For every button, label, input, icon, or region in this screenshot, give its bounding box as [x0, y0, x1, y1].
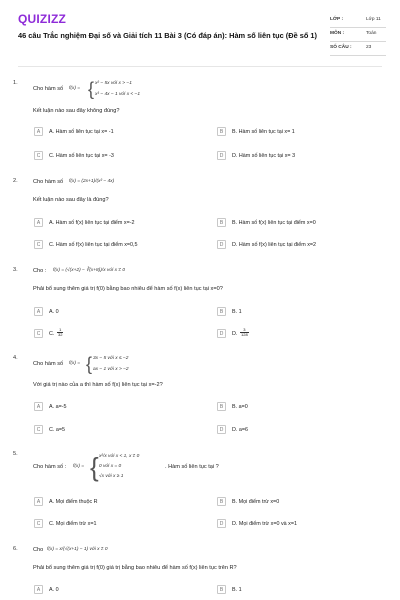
question-prompt: Kết luận nào sau đây là đúng?: [33, 197, 109, 203]
worksheet-header: [0, 0, 400, 70]
formula-case: √x với x ≥ 1: [99, 474, 124, 479]
option-letter-box: B: [217, 307, 226, 316]
option-text: C. Mọi điểm trừ x=1: [49, 520, 97, 527]
option-letter-box: A: [34, 127, 43, 136]
option-text: B. a=0: [232, 403, 248, 410]
option-letter-box: A: [34, 585, 43, 594]
option-letter-box: B: [217, 585, 226, 594]
question-number: 3.: [13, 267, 18, 273]
option-text: D. Mọi điểm trừ x=0 và x=1: [232, 520, 298, 527]
formula-fx: f(x) =: [69, 361, 81, 366]
formula-label: Cho: [33, 547, 44, 553]
option-letter-box: D: [217, 151, 226, 160]
option-text: A. a=-5: [49, 403, 67, 410]
formula-fx: f(x) =: [73, 464, 85, 469]
question-number: 5.: [13, 451, 18, 457]
option-letter-box: D: [217, 425, 226, 434]
meta-label: SỐ CÂU :: [330, 45, 352, 50]
worksheet-title: 46 câu Trắc nghiệm Đại số và Giải tích 11 Bài 3 (Có đáp án): Hàm số liên tục (Đề số 1): [18, 31, 317, 40]
meta-label: MÔN :: [330, 31, 345, 36]
option-text: A. Hàm số f(x) liên tục tại điểm x=-2: [49, 219, 135, 226]
formula-label: Cho hàm số: [33, 361, 64, 367]
header-divider: [18, 66, 382, 67]
option-text: A. 0: [49, 586, 59, 593]
formula-question: . Hàm số liên tục tại ?: [165, 464, 219, 470]
option-letter-box: B: [217, 402, 226, 411]
meta-row-class: [330, 14, 386, 28]
formula-label: Cho hàm số: [33, 179, 64, 185]
option-text: D. a=6: [232, 426, 249, 433]
question-prompt: Kết luận nào sau đây không đúng?: [33, 108, 120, 114]
option-text: C. Hàm số f(x) liên tục tại điểm x=0,5: [49, 241, 138, 248]
question-formula: [33, 267, 233, 297]
brace-glyph: {: [90, 452, 99, 482]
option-letter-box: A: [34, 307, 43, 316]
formula-fx: f(x) =: [69, 86, 81, 91]
option-text: B. Hàm số liên tục tại x= 1: [232, 128, 295, 135]
formula-case: x²/x với x < 1, x ≠ 0: [99, 454, 140, 459]
formula-label: Cho hàm số :: [33, 464, 67, 470]
meta-value: 23: [366, 45, 372, 50]
option-letter-box: B: [217, 218, 226, 227]
question-number: 4.: [13, 355, 18, 361]
option-letter-box: A: [34, 497, 43, 506]
option-letter-box: C: [34, 425, 43, 434]
option-text: B. 1: [232, 308, 242, 315]
question-formula: [33, 453, 283, 487]
formula-case: x² − 5x với x > −1: [95, 81, 132, 86]
option-letter-box: D: [217, 240, 226, 249]
question-number: 2.: [13, 178, 18, 184]
formula-fx: f(x) = (2x+1)/(x² − 4x): [69, 179, 115, 184]
meta-value: Lớp 11: [366, 17, 381, 22]
question-prompt: Phải bổ sung thêm giá trị f(0) bằng bao nhiêu để hàm số f(x) liên tục tại x=0?: [33, 286, 223, 292]
option-text: D. Hàm số liên tục tại x= 3: [232, 152, 296, 159]
fraction-numerator: 3: [240, 328, 249, 333]
option-letter-box: D: [217, 519, 226, 528]
meta-label: LỚP :: [330, 17, 344, 22]
formula-case: ax − 1 với x > −2: [93, 367, 129, 372]
option-letter-box: B: [217, 127, 226, 136]
option-letter-box: A: [34, 402, 43, 411]
fraction-denominator: 32: [58, 332, 63, 338]
formula-label: Cho hàm số: [33, 86, 64, 92]
option-text: D.: [232, 330, 238, 337]
formula-fx: f(x) = x/(√(x+1) − 1) với x ≠ 0: [47, 547, 108, 552]
quizizz-logo: QUIZIZZ: [18, 12, 67, 26]
question-formula: [33, 178, 233, 208]
question-formula: [33, 546, 233, 576]
formula-case: 3x − 5 với x ≤ −2: [93, 356, 129, 361]
question-number: 1.: [13, 80, 18, 86]
meta-value: Toán: [366, 31, 377, 36]
question-formula: [33, 355, 233, 385]
option-fraction: [240, 328, 249, 337]
option-text: D. Hàm số f(x) liên tục tại điểm x=2: [232, 241, 317, 248]
question-formula: [33, 80, 233, 110]
option-letter-box: C: [34, 240, 43, 249]
formula-fx: f(x) = (√(x+2) − ∛(x+8))/x với x ≠ 0: [53, 268, 125, 273]
brace-glyph: {: [88, 79, 95, 99]
formula-case: 0 với x = 0: [99, 464, 122, 469]
option-text: C. a=5: [49, 426, 66, 433]
option-text: A. Hàm số liên tục tại x= -1: [49, 128, 114, 135]
option-letter-box: C: [34, 519, 43, 528]
option-text: B. Hàm số f(x) liên tục tại điểm x=0: [232, 219, 316, 226]
option-letter-box: C: [34, 329, 43, 338]
option-text: B. Mọi điểm trừ x=0: [232, 498, 280, 505]
fraction-numerator: 1: [57, 328, 63, 333]
option-letter-box: D: [217, 329, 226, 338]
option-letter-box: A: [34, 218, 43, 227]
brace-glyph: {: [86, 354, 93, 374]
option-letter-box: B: [217, 497, 226, 506]
option-text: B. 1: [232, 586, 242, 593]
option-text: C.: [49, 330, 55, 337]
formula-label: Cho :: [33, 268, 47, 274]
question-prompt: Với giá trị nào của a thì hàm số f(x) liên tục tại x=-2?: [33, 382, 163, 388]
question-number: 6.: [13, 546, 18, 552]
meta-row-subject: [330, 28, 386, 42]
formula-case: x³ − 4x − 1 với x < −1: [95, 92, 141, 97]
option-text: C. Hàm số liên tục tại x= -3: [49, 152, 114, 159]
option-text: A. 0: [49, 308, 59, 315]
option-text: A. Mọi điểm thuộc R: [49, 498, 98, 505]
fraction-denominator: 128: [241, 332, 248, 338]
option-letter-box: C: [34, 151, 43, 160]
option-fraction: [57, 328, 63, 337]
meta-row-count: [330, 42, 386, 56]
question-prompt: Phải bổ sung thêm giá trị f(0) giá trị bằng bao nhiêu để hàm số f(x) liên tục trên R?: [33, 565, 237, 571]
worksheet-meta: [330, 14, 386, 56]
